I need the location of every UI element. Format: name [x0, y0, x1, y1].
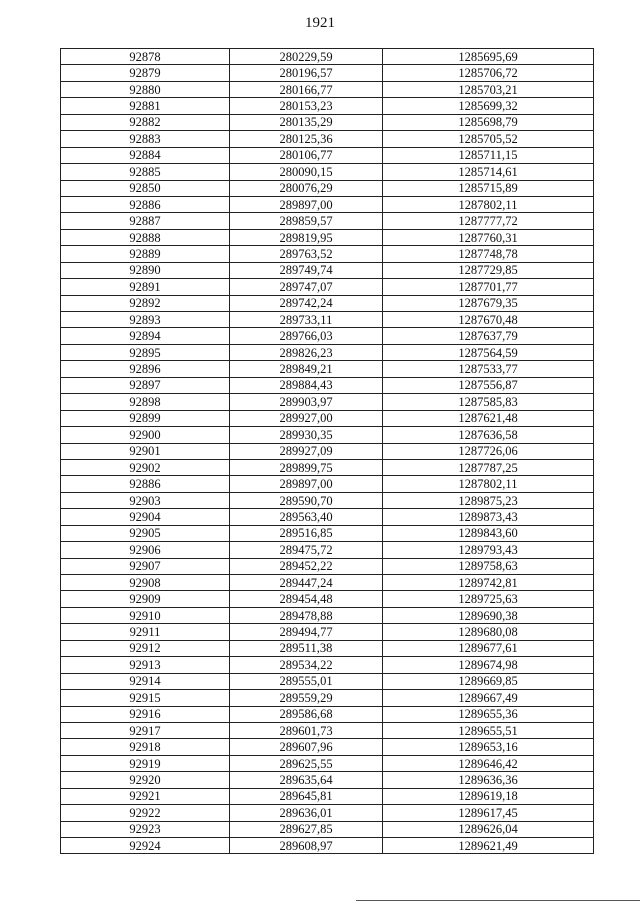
point-number-cell: 92885 [61, 164, 230, 180]
point-number-cell: 92917 [61, 722, 230, 738]
table-row [61, 312, 594, 328]
y-coordinate-cell: 1287637,79 [383, 328, 594, 344]
table-row [61, 443, 594, 459]
x-coordinate-cell: 289927,09 [230, 443, 383, 459]
y-coordinate-cell: 1287670,48 [383, 312, 594, 328]
table-row [61, 147, 594, 163]
y-coordinate-cell: 1285714,61 [383, 164, 594, 180]
table-row [61, 427, 594, 443]
y-coordinate-cell: 1285711,15 [383, 147, 594, 163]
point-number-cell: 92897 [61, 377, 230, 393]
table-row [61, 624, 594, 640]
table-row [61, 377, 594, 393]
x-coordinate-cell: 289494,77 [230, 624, 383, 640]
x-coordinate-cell: 289819,95 [230, 229, 383, 245]
table-row [61, 196, 594, 212]
point-number-cell: 92904 [61, 509, 230, 525]
point-number-cell: 92879 [61, 65, 230, 81]
table-row [61, 262, 594, 278]
x-coordinate-cell: 289601,73 [230, 722, 383, 738]
point-number-cell: 92922 [61, 805, 230, 821]
point-number-cell: 92891 [61, 279, 230, 295]
point-number-cell: 92884 [61, 147, 230, 163]
point-number-cell: 92902 [61, 459, 230, 475]
x-coordinate-cell: 280106,77 [230, 147, 383, 163]
y-coordinate-cell: 1287726,06 [383, 443, 594, 459]
y-coordinate-cell: 1289758,63 [383, 558, 594, 574]
point-number-cell: 92908 [61, 575, 230, 591]
table-row [61, 65, 594, 81]
y-coordinate-cell: 1289793,43 [383, 542, 594, 558]
table-row [61, 229, 594, 245]
y-coordinate-cell: 1289843,60 [383, 525, 594, 541]
y-coordinate-cell: 1289875,23 [383, 492, 594, 508]
point-number-cell: 92914 [61, 673, 230, 689]
table-row [61, 476, 594, 492]
point-number-cell: 92918 [61, 739, 230, 755]
x-coordinate-cell: 289608,97 [230, 838, 383, 854]
x-coordinate-cell: 289733,11 [230, 312, 383, 328]
table-row [61, 81, 594, 97]
x-coordinate-cell: 289625,55 [230, 755, 383, 771]
x-coordinate-cell: 289454,48 [230, 591, 383, 607]
x-coordinate-cell: 280135,29 [230, 114, 383, 130]
y-coordinate-cell: 1287621,48 [383, 410, 594, 426]
table-row [61, 525, 594, 541]
x-coordinate-cell: 289475,72 [230, 542, 383, 558]
y-coordinate-cell: 1287564,59 [383, 344, 594, 360]
point-number-cell: 92850 [61, 180, 230, 196]
y-coordinate-cell: 1285705,52 [383, 131, 594, 147]
table-row [61, 673, 594, 689]
x-coordinate-cell: 289849,21 [230, 361, 383, 377]
y-coordinate-cell: 1287636,58 [383, 427, 594, 443]
y-coordinate-cell: 1289677,61 [383, 640, 594, 656]
x-coordinate-cell: 289826,23 [230, 344, 383, 360]
y-coordinate-cell: 1285703,21 [383, 81, 594, 97]
table-row [61, 739, 594, 755]
table-row [61, 49, 594, 65]
point-number-cell: 92883 [61, 131, 230, 147]
table-row [61, 657, 594, 673]
y-coordinate-cell: 1287679,35 [383, 295, 594, 311]
point-number-cell: 92907 [61, 558, 230, 574]
x-coordinate-cell: 289627,85 [230, 821, 383, 837]
point-number-cell: 92878 [61, 49, 230, 65]
point-number-cell: 92893 [61, 312, 230, 328]
table-row [61, 640, 594, 656]
y-coordinate-cell: 1289725,63 [383, 591, 594, 607]
table-row [61, 394, 594, 410]
point-number-cell: 92921 [61, 788, 230, 804]
y-coordinate-cell: 1285715,89 [383, 180, 594, 196]
x-coordinate-cell: 289897,00 [230, 476, 383, 492]
y-coordinate-cell: 1287802,11 [383, 196, 594, 212]
y-coordinate-cell: 1285698,79 [383, 114, 594, 130]
point-number-cell: 92900 [61, 427, 230, 443]
table-row [61, 706, 594, 722]
point-number-cell: 92911 [61, 624, 230, 640]
x-coordinate-cell: 289766,03 [230, 328, 383, 344]
coordinates-table-body [61, 49, 594, 854]
x-coordinate-cell: 289747,07 [230, 279, 383, 295]
x-coordinate-cell: 289927,00 [230, 410, 383, 426]
y-coordinate-cell: 1289653,16 [383, 739, 594, 755]
y-coordinate-cell: 1289655,36 [383, 706, 594, 722]
x-coordinate-cell: 289897,00 [230, 196, 383, 212]
y-coordinate-cell: 1289674,98 [383, 657, 594, 673]
x-coordinate-cell: 280196,57 [230, 65, 383, 81]
table-row [61, 213, 594, 229]
y-coordinate-cell: 1289680,08 [383, 624, 594, 640]
y-coordinate-cell: 1287777,72 [383, 213, 594, 229]
y-coordinate-cell: 1289626,04 [383, 821, 594, 837]
table-row [61, 755, 594, 771]
table-row [61, 722, 594, 738]
table-row [61, 131, 594, 147]
table-row [61, 542, 594, 558]
x-coordinate-cell: 289742,24 [230, 295, 383, 311]
point-number-cell: 92923 [61, 821, 230, 837]
y-coordinate-cell: 1289636,36 [383, 772, 594, 788]
x-coordinate-cell: 289903,97 [230, 394, 383, 410]
y-coordinate-cell: 1289646,42 [383, 755, 594, 771]
y-coordinate-cell: 1289621,49 [383, 838, 594, 854]
table-row [61, 164, 594, 180]
x-coordinate-cell: 280166,77 [230, 81, 383, 97]
y-coordinate-cell: 1289669,85 [383, 673, 594, 689]
point-number-cell: 92924 [61, 838, 230, 854]
point-number-cell: 92899 [61, 410, 230, 426]
x-coordinate-cell: 280229,59 [230, 49, 383, 65]
point-number-cell: 92895 [61, 344, 230, 360]
coordinates-table [60, 48, 594, 854]
point-number-cell: 92913 [61, 657, 230, 673]
table-row [61, 772, 594, 788]
y-coordinate-cell: 1289619,18 [383, 788, 594, 804]
x-coordinate-cell: 289645,81 [230, 788, 383, 804]
point-number-cell: 92894 [61, 328, 230, 344]
table-row [61, 98, 594, 114]
x-coordinate-cell: 289636,01 [230, 805, 383, 821]
point-number-cell: 92910 [61, 607, 230, 623]
x-coordinate-cell: 289884,43 [230, 377, 383, 393]
table-row [61, 279, 594, 295]
point-number-cell: 92920 [61, 772, 230, 788]
table-row [61, 838, 594, 854]
x-coordinate-cell: 289511,38 [230, 640, 383, 656]
table-row [61, 114, 594, 130]
y-coordinate-cell: 1287802,11 [383, 476, 594, 492]
table-row [61, 558, 594, 574]
point-number-cell: 92912 [61, 640, 230, 656]
x-coordinate-cell: 289563,40 [230, 509, 383, 525]
y-coordinate-cell: 1289667,49 [383, 690, 594, 706]
point-number-cell: 92888 [61, 229, 230, 245]
x-coordinate-cell: 280153,23 [230, 98, 383, 114]
point-number-cell: 92890 [61, 262, 230, 278]
y-coordinate-cell: 1289617,45 [383, 805, 594, 821]
y-coordinate-cell: 1287729,85 [383, 262, 594, 278]
point-number-cell: 92919 [61, 755, 230, 771]
x-coordinate-cell: 289590,70 [230, 492, 383, 508]
x-coordinate-cell: 289930,35 [230, 427, 383, 443]
table-row [61, 607, 594, 623]
point-number-cell: 92886 [61, 476, 230, 492]
x-coordinate-cell: 280125,36 [230, 131, 383, 147]
table-row [61, 328, 594, 344]
table-row [61, 575, 594, 591]
table-row [61, 805, 594, 821]
table-row [61, 361, 594, 377]
point-number-cell: 92880 [61, 81, 230, 97]
point-number-cell: 92898 [61, 394, 230, 410]
x-coordinate-cell: 280076,29 [230, 180, 383, 196]
x-coordinate-cell: 289534,22 [230, 657, 383, 673]
table-row [61, 821, 594, 837]
x-coordinate-cell: 289555,01 [230, 673, 383, 689]
point-number-cell: 92901 [61, 443, 230, 459]
point-number-cell: 92903 [61, 492, 230, 508]
y-coordinate-cell: 1287760,31 [383, 229, 594, 245]
table-row [61, 492, 594, 508]
table-row [61, 180, 594, 196]
page-number: 1921 [305, 15, 335, 31]
y-coordinate-cell: 1287585,83 [383, 394, 594, 410]
y-coordinate-cell: 1289742,81 [383, 575, 594, 591]
point-number-cell: 92886 [61, 196, 230, 212]
y-coordinate-cell: 1287787,25 [383, 459, 594, 475]
x-coordinate-cell: 289635,64 [230, 772, 383, 788]
table-row [61, 591, 594, 607]
x-coordinate-cell: 289516,85 [230, 525, 383, 541]
x-coordinate-cell: 289763,52 [230, 246, 383, 262]
y-coordinate-cell: 1287701,77 [383, 279, 594, 295]
y-coordinate-cell: 1289873,43 [383, 509, 594, 525]
x-coordinate-cell: 289899,75 [230, 459, 383, 475]
y-coordinate-cell: 1289690,38 [383, 607, 594, 623]
table-row [61, 410, 594, 426]
point-number-cell: 92915 [61, 690, 230, 706]
table-row [61, 295, 594, 311]
x-coordinate-cell: 289478,88 [230, 607, 383, 623]
x-coordinate-cell: 289452,22 [230, 558, 383, 574]
x-coordinate-cell: 289607,96 [230, 739, 383, 755]
table-row [61, 246, 594, 262]
y-coordinate-cell: 1287556,87 [383, 377, 594, 393]
y-coordinate-cell: 1289655,51 [383, 722, 594, 738]
table-row [61, 690, 594, 706]
table-row [61, 459, 594, 475]
x-coordinate-cell: 280090,15 [230, 164, 383, 180]
point-number-cell: 92892 [61, 295, 230, 311]
point-number-cell: 92906 [61, 542, 230, 558]
point-number-cell: 92896 [61, 361, 230, 377]
y-coordinate-cell: 1285695,69 [383, 49, 594, 65]
table-row [61, 344, 594, 360]
x-coordinate-cell: 289586,68 [230, 706, 383, 722]
point-number-cell: 92889 [61, 246, 230, 262]
point-number-cell: 92887 [61, 213, 230, 229]
x-coordinate-cell: 289559,29 [230, 690, 383, 706]
point-number-cell: 92881 [61, 98, 230, 114]
x-coordinate-cell: 289749,74 [230, 262, 383, 278]
table-row [61, 509, 594, 525]
y-coordinate-cell: 1287533,77 [383, 361, 594, 377]
point-number-cell: 92909 [61, 591, 230, 607]
y-coordinate-cell: 1285699,32 [383, 98, 594, 114]
point-number-cell: 92905 [61, 525, 230, 541]
point-number-cell: 92916 [61, 706, 230, 722]
x-coordinate-cell: 289447,24 [230, 575, 383, 591]
table-row [61, 788, 594, 804]
point-number-cell: 92882 [61, 114, 230, 130]
footer-rule [356, 900, 640, 901]
y-coordinate-cell: 1287748,78 [383, 246, 594, 262]
x-coordinate-cell: 289859,57 [230, 213, 383, 229]
y-coordinate-cell: 1285706,72 [383, 65, 594, 81]
